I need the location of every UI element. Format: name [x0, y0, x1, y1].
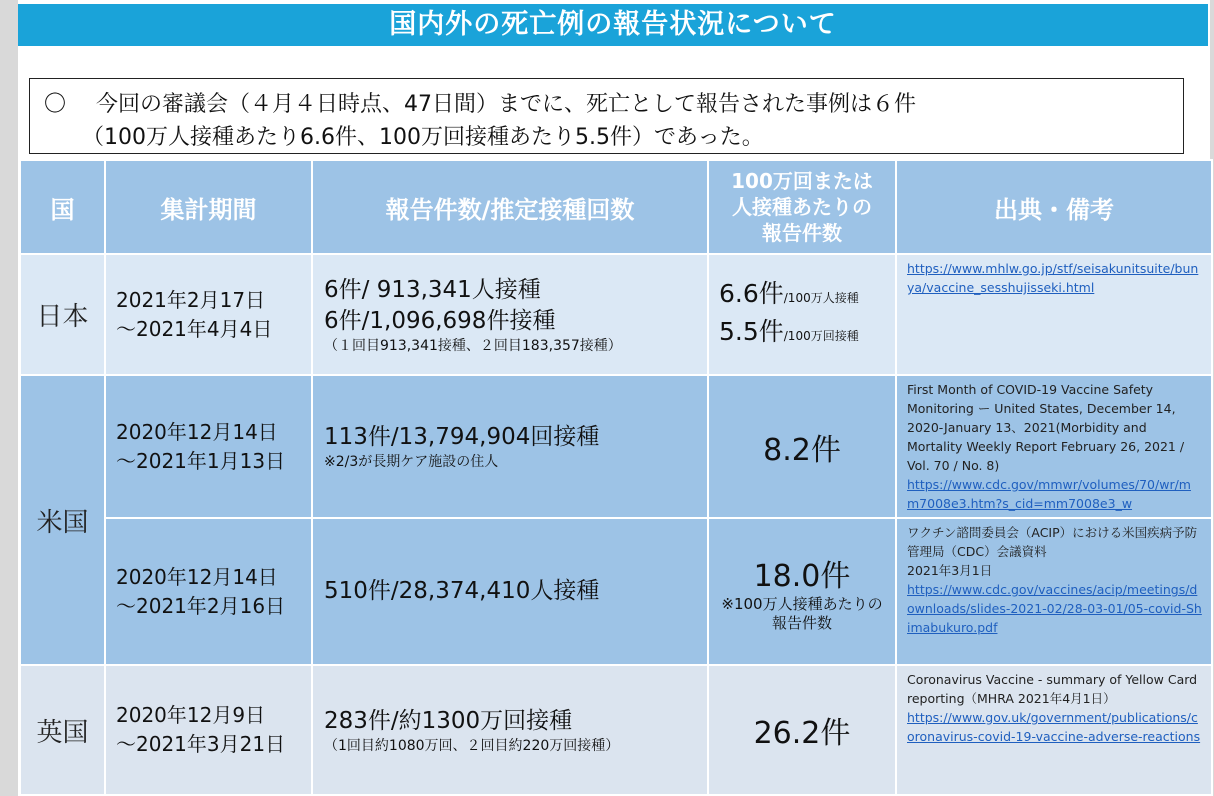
source-link-uk[interactable]: https://www.gov.uk/government/publications/coronavirus-covid-19-vaccine-adverse-reactions — [907, 710, 1201, 744]
table-row-uk — [20, 665, 1212, 795]
period-us-2: 2020年12月14日 ～2021年2月16日 — [105, 518, 312, 665]
source-link-japan[interactable]: https://www.mhlw.go.jp/stf/seisakunitsuite/bunya/vaccine_sesshujisseki.html — [907, 261, 1199, 295]
header-country: 国 — [20, 160, 105, 254]
table-header-row — [20, 160, 1212, 254]
summary-box — [29, 78, 1184, 154]
table-row-us-2 — [20, 518, 1212, 665]
country-uk: 英国 — [20, 665, 105, 795]
period-us-1: 2020年12月14日 ～2021年1月13日 — [105, 375, 312, 518]
period-uk: 2020年12月9日 ～2021年3月21日 — [105, 665, 312, 795]
count-japan: 6件/ 913,341人接種 6件/1,096,698件接種 （１回目913,341接種、２回目183,357接種） — [312, 254, 708, 375]
period-japan: 2021年2月17日 ～2021年4月4日 — [105, 254, 312, 375]
rate-uk: 26.2件 — [708, 665, 896, 795]
slide-title: 国内外の死亡例の報告状況について — [18, 4, 1208, 46]
summary-line-2: （100万人接種あたり6.6件、100万回接種あたり5.5件）であった。 — [82, 125, 764, 150]
header-period: 集計期間 — [105, 160, 312, 254]
count-us-2: 510件/28,374,410人接種 — [312, 518, 708, 665]
summary-line-1: 今回の審議会（４月４日時点、47日間）までに、死亡として報告された事例は６件 — [96, 92, 916, 117]
table-row-japan — [20, 254, 1212, 375]
header-source: 出典・備考 — [896, 160, 1212, 254]
source-link-us-1[interactable]: https://www.cdc.gov/mmwr/volumes/70/wr/mm7008e3.htm?s_cid=mm7008e3_w — [907, 477, 1191, 511]
table-row-us-1 — [20, 375, 1212, 518]
source-us-1: First Month of COVID-19 Vaccine Safety Monitoring ー United States, December 14, 2020-January 13、2021(Morbidity and Mortality Weekly Report February 26, 2021 / Vol. 70 / No. 8) https://www.cdc.gov/mmwr/volumes/70/wr/mm7008e3.htm?s_cid=mm7008e3_w — [896, 375, 1212, 518]
source-japan — [896, 254, 1212, 375]
death-report-table — [19, 159, 1213, 796]
header-count: 報告件数/推定接種回数 — [312, 160, 708, 254]
count-us-1: 113件/13,794,904回接種 ※2/3が長期ケア施設の住人 — [312, 375, 708, 518]
rate-us-1: 8.2件 — [708, 375, 896, 518]
country-us: 米国 — [20, 375, 105, 665]
header-rate: 100万回または人接種あたりの報告件数 — [708, 160, 896, 254]
rate-us-2: 18.0件 ※100万人接種あたりの報告件数 — [708, 518, 896, 665]
source-uk: Coronavirus Vaccine - summary of Yellow Card reporting（MHRA 2021年4月1日） https://www.gov.uk/government/publications/coronavirus-covid-19-vaccine-adverse-reactions — [896, 665, 1212, 795]
source-us-2: ワクチン諮問委員会（ACIP）における米国疾病予防管理局（CDC）会議資料 2021年3月1日 https://www.cdc.gov/vaccines/acip/meetings/downloads/slides-2021-02/28-03-01/05-covid-Shimabukuro.pdf — [896, 518, 1212, 665]
count-uk: 283件/約1300万回接種 （1回目約1080万回、２回目約220万回接種） — [312, 665, 708, 795]
country-japan: 日本 — [20, 254, 105, 375]
summary-bullet: 〇 — [44, 92, 67, 117]
source-link-us-2[interactable]: https://www.cdc.gov/vaccines/acip/meetings/downloads/slides-2021-02/28-03-01/05-covid-Shimabukuro.pdf — [907, 582, 1202, 635]
rate-japan: 6.6件/100万人接種 5.5件/100万回接種 — [708, 254, 896, 375]
